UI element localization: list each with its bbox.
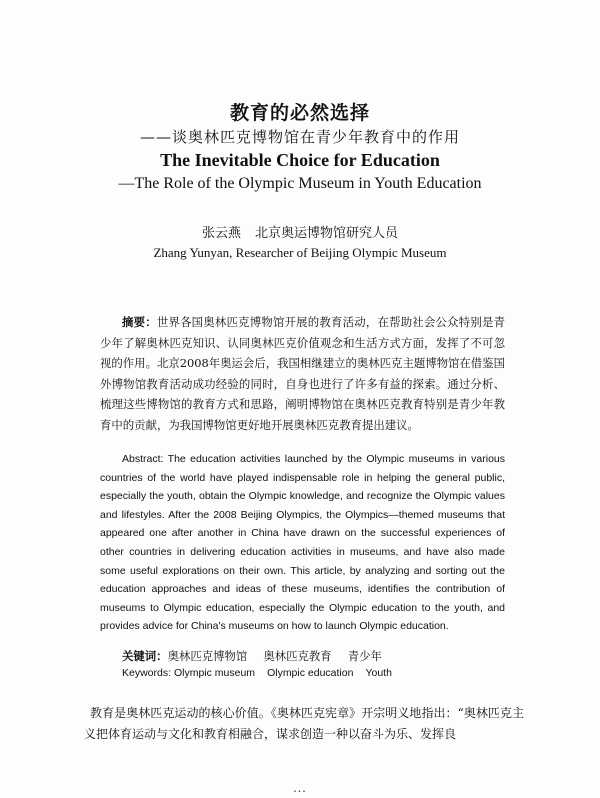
author-name-chinese: 张云燕 [201,226,241,241]
keyword-english: Olympic museum [173,667,256,679]
abstract-text-english: The education activities launched by the Olympic museums in various countries of the world have played indispensable role in helping the general public, especially the youth, obtain the Olympic knowledge, and recognize the Olympic values and lifestyles. After the 2008 Beijing Olympics, the Olympics—themed museums that appeared one after another in China have drawn on the successful experiences of other countries in delivering education activities in museums, and have also made some useful explorations on their own. This article, by analyzing and sorting out the education approaches and ideas of these museums, identifies the contribution of museums to Olympic education, especially the Olympic education to the youth, and provides advice for China's museums on how to launch Olympic education. [100,453,506,633]
abstract-label-chinese: 摘要： [122,315,157,329]
title-chinese: 教育的必然选择 [229,102,370,124]
keyword-chinese: 奥林匹克博物馆 [167,649,248,663]
abstract-text-chinese: 世界各国奥林匹克博物馆开展的教育活动，在帮助社会公众特别是青少年了解奥林匹克知识、认同奥林匹克价值观念和生活方式方面，发挥了不可忽视的作用。北京2008年奥运会后，我国相继建立的奥林匹克主题博物馆在借鉴国外博物馆教育活动成功经验的同时，自身也进行了许多有益的探索。通过分析、梳理这些博物馆的教育方式和思路，阐明博物馆在奥林匹克教育特别是青少年教育中的贡献，为我国博物馆更好地开展奥林匹克教育提出建议。 [100,315,505,432]
keywords-english [122,667,522,679]
page-number: ··· [293,785,307,798]
abstract-chinese [100,312,505,435]
body-paragraph [84,703,524,745]
title-english: The Inevitable Choice for Education [160,150,440,170]
keyword-chinese: 青少年 [347,649,382,663]
keyword-english: Youth [365,667,392,679]
subtitle-english: —The Role of the Olympic Museum in Youth Education [118,175,482,192]
keywords-label-english: Keywords: [122,667,172,679]
author-line-chinese [0,222,600,241]
subtitle-chinese: ——谈奥林匹克博物馆在青少年教育中的作用 [139,128,460,146]
keyword-english: Olympic education [267,667,354,679]
author-line-english: Zhang Yunyan, Researcher of Beijing Olympic Museum [153,245,447,260]
keyword-chinese: 奥林匹克教育 [263,649,332,663]
abstract-english [100,450,505,636]
keywords-chinese [122,648,522,664]
abstract-label-english: Abstract: [122,453,164,465]
keywords-label-chinese: 关键词： [122,649,168,663]
author-affiliation-chinese: 北京奥运博物馆研究人员 [255,226,399,241]
body-paragraph-text: 教育是奥林匹克运动的核心价值。《奥林匹克宪章》开宗明义地指出：“奥林匹克主义把体育运动与文化和教育相融合，谋求创造一种以奋斗为乐、发挥良 [84,706,524,741]
